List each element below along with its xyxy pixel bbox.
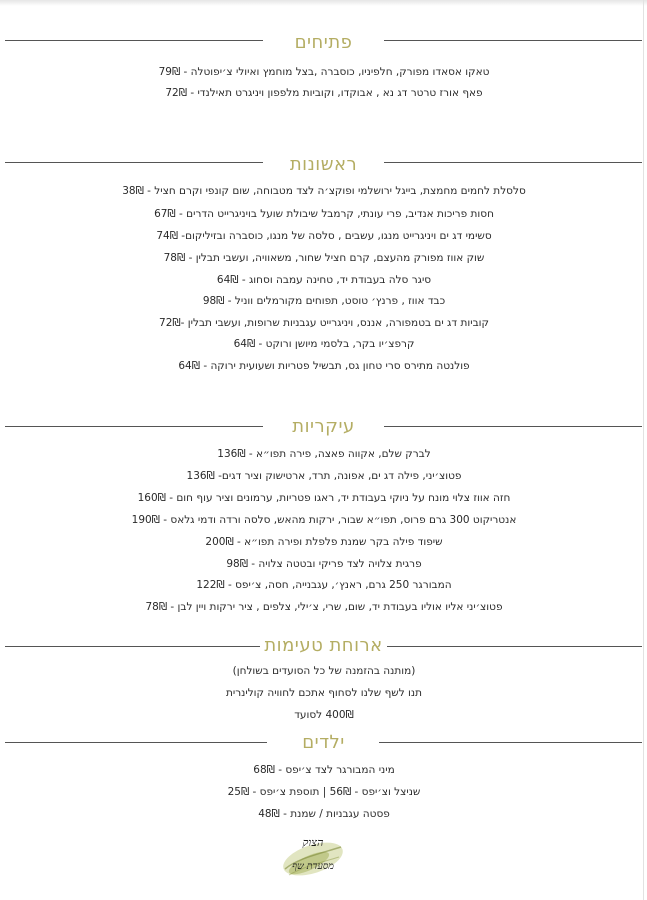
section-divider-left [5, 646, 260, 647]
section-divider-right [384, 40, 642, 41]
section-divider-right [384, 426, 642, 427]
section-title-kids: ילדים [302, 732, 345, 753]
menu-item: קרפצ׳יו בקר, בלסמי מיושן ורוקט - 64₪ [233, 338, 415, 350]
menu-item: טאקו אסאדו מפורק, חלפיניו, כוסברה ,בצל מוחמץ ואיולי צ׳יפוטלה - 79₪ [158, 66, 490, 78]
menu-item: חזה אווז צלוי מונח על ניוקי בעבודת יד, ראגו פטריות, ערמונים וציר עוף חום - 160₪ [137, 492, 511, 504]
section-divider-right [384, 162, 642, 163]
section-divider-left [5, 162, 263, 163]
section-title-tasting-menu: ארוחת טעימות [264, 635, 383, 656]
menu-item: סיגר סלה בעבודת יד, טחינה עמבה וסחוג - 64₪ [216, 274, 432, 286]
menu-item: אנטריקוט 300 גרם פרוס, תפו״א שבור, ירקות מהאש, סלסה ורדה ודמי גלאס - 190₪ [131, 514, 517, 526]
menu-item: פטוצ׳יני אליו אוליו בעבודת יד, שום, שרי, צ׳ילי, צלפים , ציר ירקות ויין לבן - 78₪ [145, 601, 503, 613]
menu-item: כבד אווז , פרנץ׳ טוסט, תפוחים מקורמלים ווניל - 98₪ [202, 295, 446, 307]
section-title-starters: פתיחים [294, 32, 353, 53]
menu-item: פסטה עגבניות / שמנת - 48₪ [258, 808, 390, 820]
logo-text-name: הצוק [302, 836, 324, 849]
section-title-mains: עיקריות [292, 416, 355, 437]
menu-item: סשימי דג ים ויניגרייט מנגו, עשבים , סלסה של מנגו, כוסברה ובזיליקום- 74₪ [156, 230, 492, 242]
menu-item: המבורגר 250 גרם, ראנץ׳, עגבנייה, חסה, צ׳יפס - 122₪ [196, 579, 452, 591]
section-divider-right [379, 742, 642, 743]
logo-text-subtitle: מסעדת שף [292, 861, 334, 872]
menu-item: פרגית צלויה לצד פריקי ובטטה צלויה - 98₪ [226, 558, 422, 570]
page-top-shadow [0, 0, 647, 6]
menu-item: לברק שלם, אקווה פאצה, פירה תפו״א - 136₪ [217, 448, 431, 460]
menu-item: חסות פריכות אנדיב, פרי עונתי, קרמבל שיבולת שועל בויניגרייט הדרים - 67₪ [154, 208, 494, 220]
section-divider-right [387, 646, 642, 647]
menu-item: קוביות דג ים בטמפורה, אננס, ויניגרייט עגבניות שרופות, ועשבי תבלין -72₪ [159, 317, 489, 329]
menu-item: תנו לשף שלנו לסחוף אתכם לחוויה קולינרית [225, 687, 422, 699]
menu-item: סלסלת לחמים מחמצת, בייגל ירושלמי ופוקצ׳ה לצד מטבוחה, שום קונפי וקרם חציל - 38₪ [122, 185, 526, 197]
menu-item: מיני המבורגר לצד צ׳יפס - 68₪ [253, 764, 395, 776]
menu-item: שוק אווז מפורק מהעצם, קרם חציל שחור, משאוויה, ועשבי תבלין - 78₪ [163, 252, 485, 264]
menu-item: שיפוד פילה בקר שמנת פלפלת ופירה תפו״א - 200₪ [205, 536, 443, 548]
menu-item: (מותנה בהזמנה של כל הסועדים בשולחן) [232, 665, 416, 677]
section-divider-left [5, 742, 267, 743]
restaurant-logo [279, 829, 347, 883]
menu-item: פולנטה מתירס סרי טחון גס, תבשיל פטריות ושעועית ירוקה - 64₪ [178, 360, 470, 372]
page-right-edge [643, 0, 644, 900]
menu-item: פאף אורז טרטר דג נא , אבוקדו, וקוביות מלפפון ויניגרט תאילנדי - 72₪ [165, 87, 483, 99]
section-title-firsts: ראשונות [289, 154, 358, 175]
section-divider-left [5, 426, 263, 427]
menu-item: שניצל וצ׳יפס - 56₪ | תוספת צ׳יפס - 25₪ [227, 786, 421, 798]
section-divider-left [5, 40, 263, 41]
menu-item: 400₪ לסועד [294, 709, 354, 721]
menu-item: פטוצ׳יני, פילה דג ים, אפונה, תרד, ארטישוק וציר דגים- 136₪ [186, 470, 462, 482]
